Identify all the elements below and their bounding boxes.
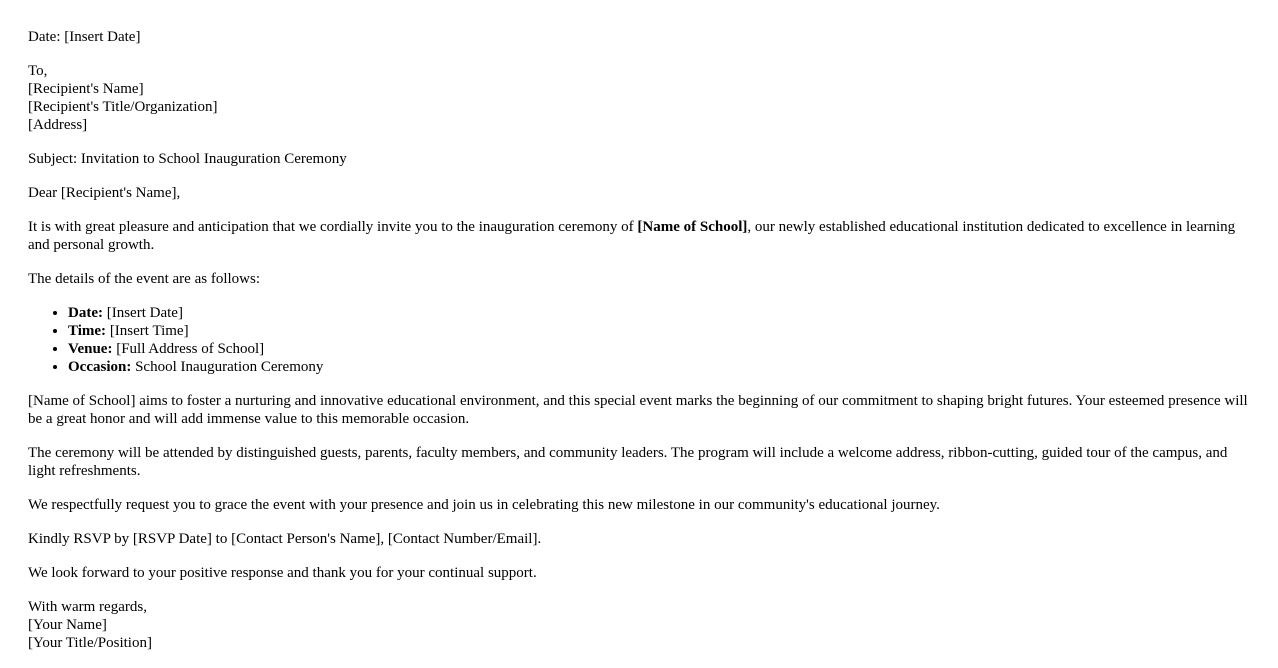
closing-regards: With warm regards, — [28, 599, 147, 615]
details-intro: The details of the event are as follows: — [28, 271, 261, 287]
program-paragraph: The ceremony will be attended by distinguished guests, parents, faculty members, and community leaders. The program will include a welcome address, ribbon-cutting, guided tour of the campus, and light refreshments. — [28, 445, 1228, 479]
detail-value: School Inauguration Ceremony — [131, 359, 324, 375]
closing-name: [Your Name] — [28, 617, 107, 633]
recipient-name: [Recipient's Name] — [28, 81, 144, 97]
thanks-paragraph: We look forward to your positive response and thank you for your continual support. — [28, 565, 537, 581]
school-name: [Name of School] — [637, 219, 748, 235]
detail-label: Venue: — [68, 341, 113, 357]
recipient-address: [Address] — [28, 117, 88, 133]
recipient-title-org: [Recipient's Title/Organization] — [28, 99, 218, 115]
detail-item-occasion — [68, 358, 1250, 376]
detail-value: [Full Address of School] — [112, 341, 265, 357]
detail-value: [Insert Date] — [102, 305, 183, 321]
recipient-to: To, — [28, 63, 48, 79]
intro-before: It is with great pleasure and anticipation that we cordially invite you to the inauguration ceremony of — [28, 219, 638, 235]
event-details-list — [28, 304, 1250, 376]
detail-label: Occasion: — [68, 359, 132, 375]
rsvp-paragraph: Kindly RSVP by [RSVP Date] to [Contact Person's Name], [Contact Number/Email]. — [28, 531, 542, 547]
detail-item-venue — [68, 340, 1250, 358]
closing-title: [Your Title/Position] — [28, 635, 152, 651]
detail-label: Date: — [68, 305, 103, 321]
subject-line: Subject: Invitation to School Inauguration Ceremony — [28, 151, 347, 167]
intro-after: , our newly established educational institution dedicated to excellence in learning and personal growth. — [28, 219, 1236, 253]
invitation-letter — [28, 28, 1250, 668]
date-line: Date: [Insert Date] — [28, 29, 141, 45]
recipient-block — [28, 62, 1250, 134]
closing-block — [28, 598, 1250, 652]
intro-paragraph — [28, 218, 1250, 254]
request-paragraph: We respectfully request you to grace the event with your presence and join us in celebrating this new milestone in our community's educational journey. — [28, 497, 940, 513]
detail-value: [Insert Time] — [106, 323, 189, 339]
detail-item-date — [68, 304, 1250, 322]
salutation: Dear [Recipient's Name], — [28, 185, 181, 201]
detail-label: Time: — [68, 323, 107, 339]
detail-item-time — [68, 322, 1250, 340]
mission-paragraph: [Name of School] aims to foster a nurturing and innovative educational environment, and this special event marks the beginning of our commitment to shaping bright futures. Your esteemed presence will be a great honor and will add immense value to this memorable occasion. — [28, 393, 1248, 427]
